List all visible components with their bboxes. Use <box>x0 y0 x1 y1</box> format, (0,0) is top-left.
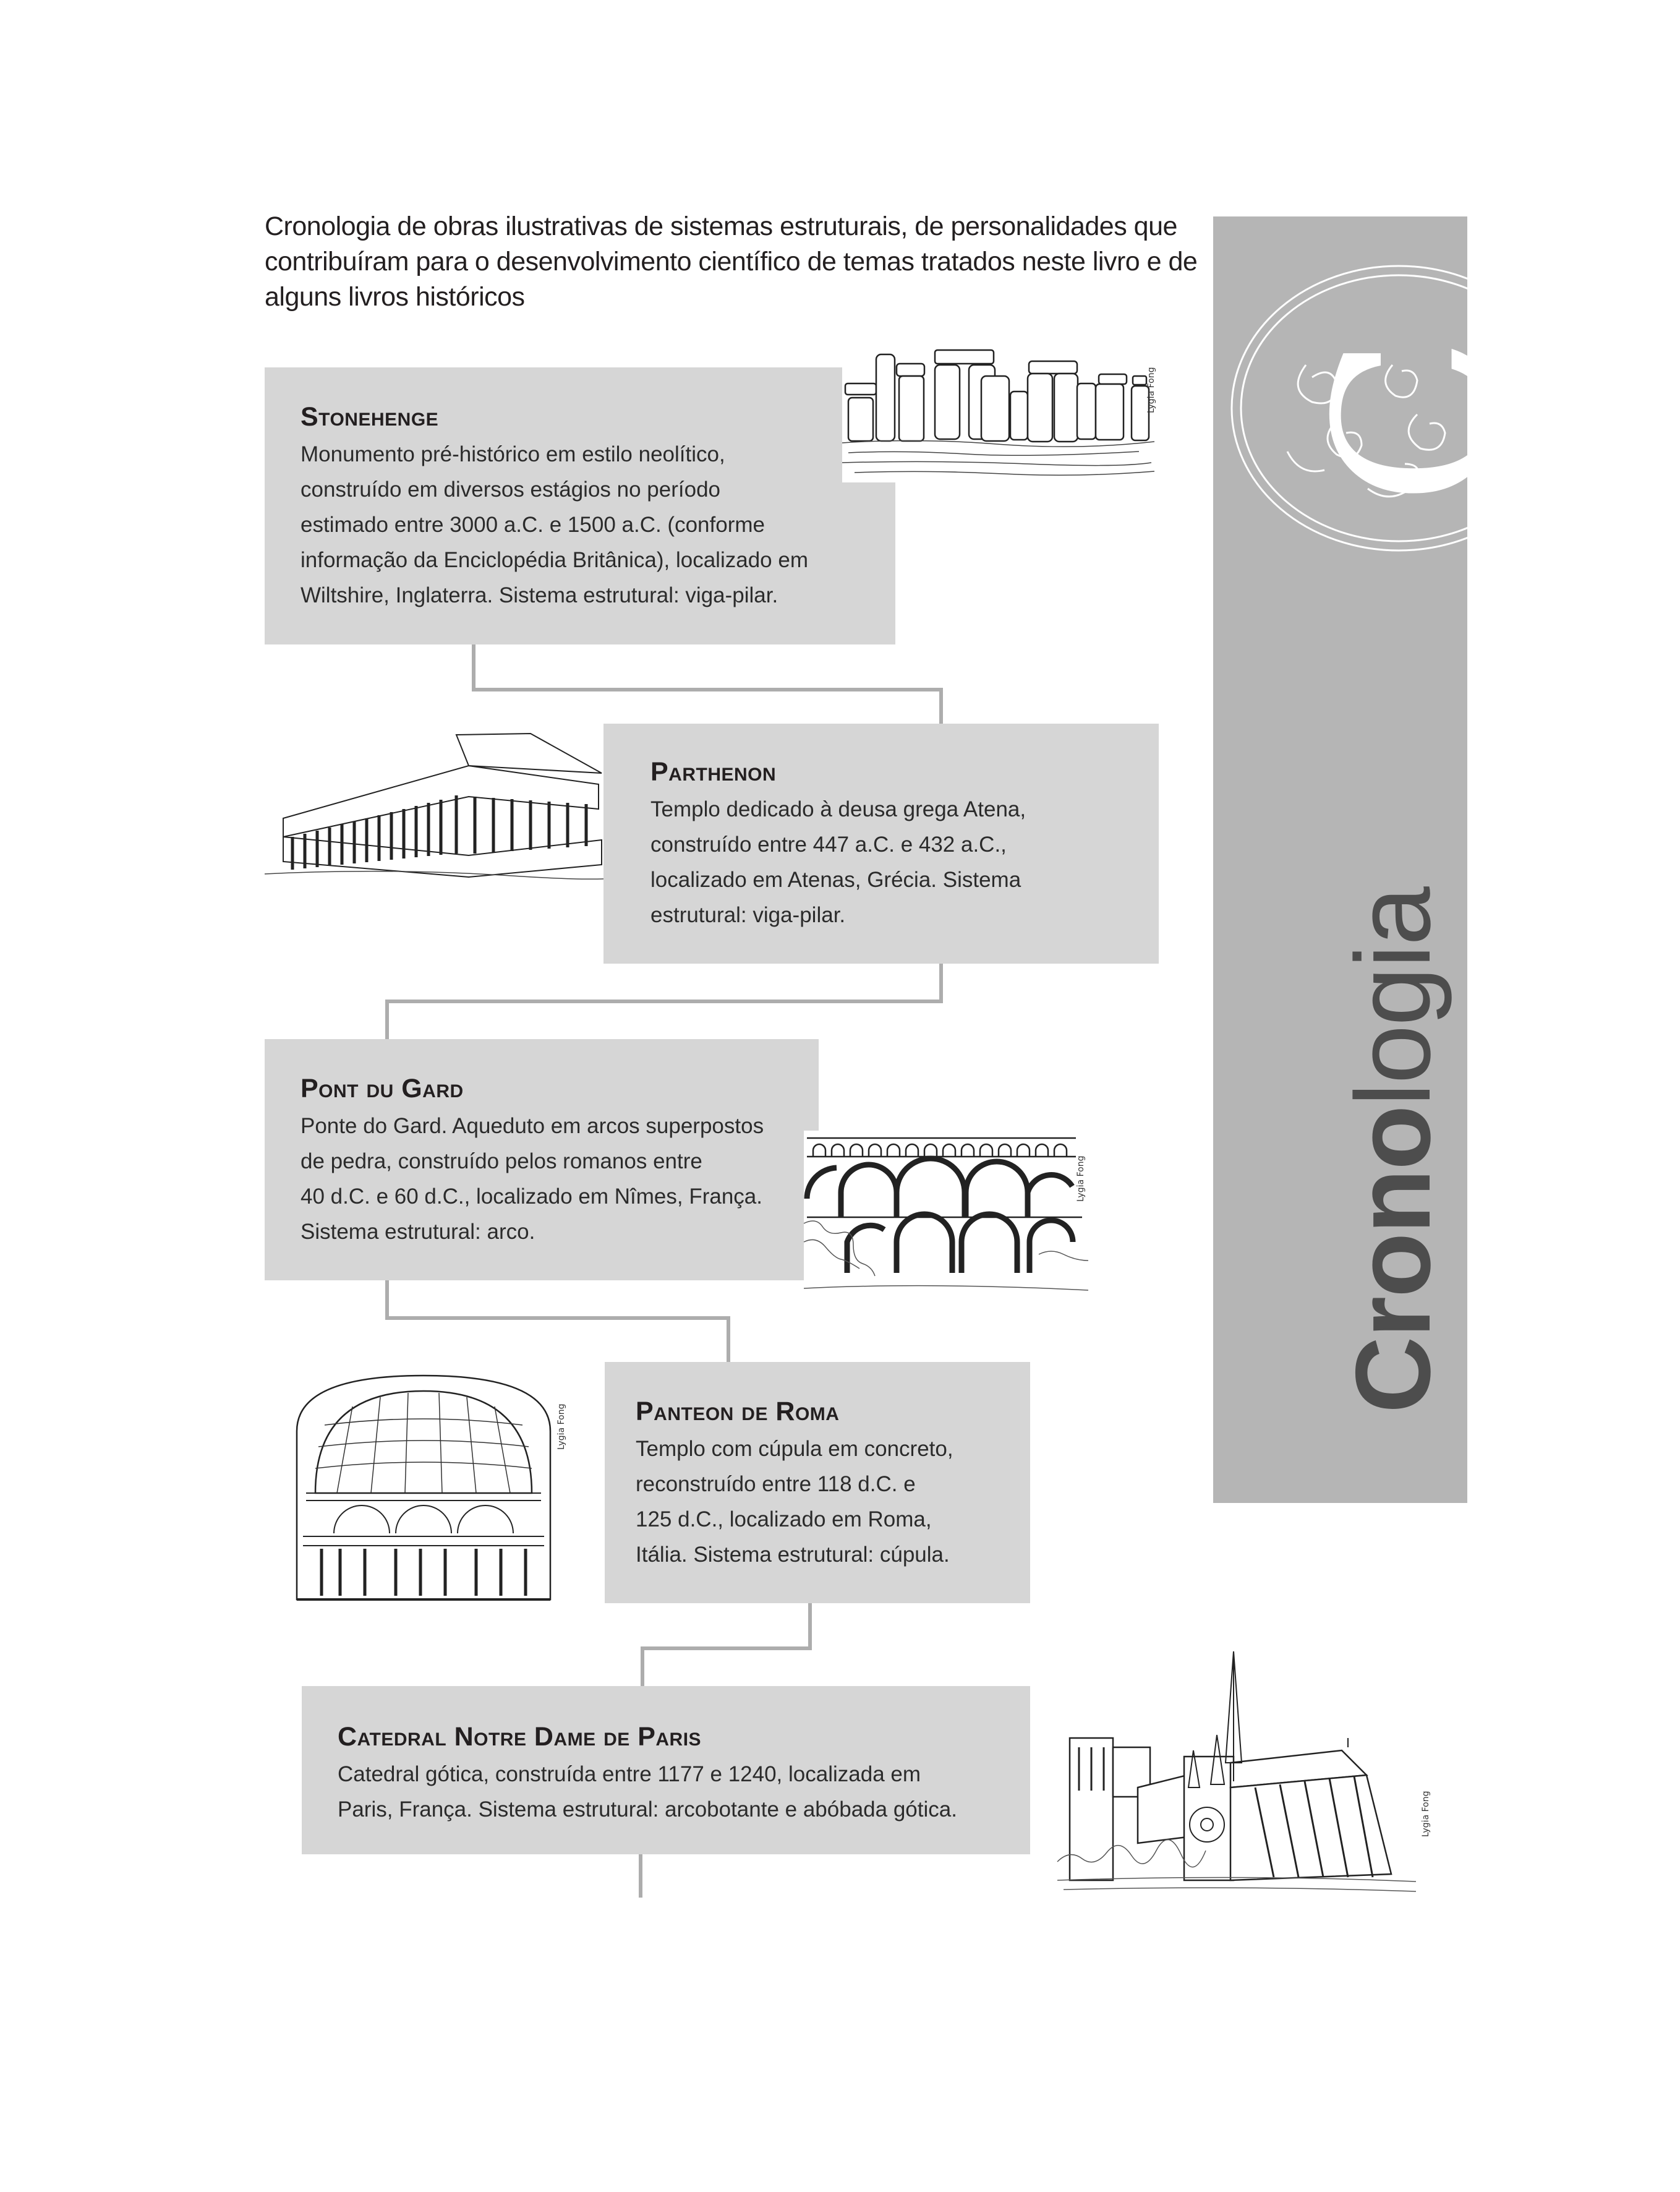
card-description: Monumento pré-histórico em estilo neolítico, construído em diversos estágios no período estimado entre 3000 a.C. e 1500 a.C. (conforme informação da Enciclopédia Britânica), localizado em Wiltshire, Inglaterra. Sistema estrutural: viga-pilar. <box>301 442 808 607</box>
timeline-card-stonehenge <box>265 367 895 644</box>
connector-segment <box>641 1646 644 1687</box>
connector-segment <box>808 1602 812 1650</box>
illustration-signature: Lygia Fong <box>1146 367 1156 413</box>
connector-segment <box>641 1646 812 1650</box>
connector-segment <box>639 1853 642 1898</box>
card-description: Catedral gótica, construída entre 1177 e 1240, localizada em Paris, França. Sistema estrutural: arcobotante e abóbada gótica. <box>338 1762 957 1822</box>
intro-text: Cronologia de obras ilustrativas de sistemas estruturais, de personalidades que contribuíram para o desenvolvimento científico de temas tratados neste livro e de alguns livros históricos <box>265 212 1198 312</box>
pont-du-gard-drawing-icon <box>804 1131 1088 1299</box>
card-description: Templo dedicado à deusa grega Atena, construído entre 447 a.C. e 432 a.C., localizado em Atenas, Grécia. Sistema estrutural: viga-pilar. <box>650 797 1026 927</box>
pont-du-gard-illustration <box>804 1131 1088 1299</box>
illustration-signature: Lygia Fong <box>1076 1155 1086 1202</box>
connector-segment <box>385 1000 943 1003</box>
card-title: Parthenon <box>650 757 777 787</box>
stonehenge-illustration <box>842 339 1154 482</box>
connector-segment <box>472 688 943 691</box>
timeline-card-panteon <box>605 1362 1030 1603</box>
timeline-card-notre-dame <box>302 1686 1030 1854</box>
parthenon-drawing-icon <box>265 722 629 884</box>
connector-segment <box>727 1316 730 1362</box>
notre-dame-illustration <box>1045 1639 1441 1899</box>
chapter-title-part1: Crono <box>1334 1106 1452 1413</box>
connector-segment <box>385 1279 389 1320</box>
connector-segment <box>472 643 475 690</box>
timeline-card-pont-du-gard <box>265 1039 819 1280</box>
parthenon-illustration <box>265 722 629 884</box>
chapter-sidebar <box>1213 216 1547 1503</box>
illustration-signature: Lygia Fong <box>556 1403 566 1450</box>
chapter-emblem-icon <box>1213 216 1547 588</box>
card-title: Catedral Notre Dame de Paris <box>338 1722 702 1752</box>
chapter-title-part2: logia <box>1334 888 1452 1107</box>
chapter-title <box>1334 888 1452 1413</box>
panteon-drawing-icon <box>278 1369 569 1603</box>
connector-segment <box>939 688 943 725</box>
stonehenge-drawing-icon <box>842 339 1154 482</box>
notre-dame-drawing-icon <box>1045 1639 1441 1899</box>
timeline-card-parthenon <box>603 724 1159 964</box>
emblem-letter: C <box>1288 335 1547 506</box>
card-description: Templo com cúpula em concreto, reconstruído entre 118 d.C. e 125 d.C., localizado em Roma, Itália. Sistema estrutural: cúpula. <box>636 1437 953 1567</box>
connector-segment <box>385 1316 730 1320</box>
card-title: Pont du Gard <box>301 1074 464 1103</box>
panteon-illustration <box>278 1369 569 1603</box>
illustration-signature: Lygia Fong <box>1421 1791 1431 1837</box>
card-description: Ponte do Gard. Aqueduto em arcos superpostos de pedra, construído pelos romanos entre 40 d.C. e 60 d.C., localizado em Nîmes, França. Sistema estrutural: arco. <box>301 1114 764 1244</box>
card-title: Stonehenge <box>301 402 439 432</box>
card-title: Panteon de Roma <box>636 1397 840 1426</box>
connector-segment <box>385 1000 389 1039</box>
connector-segment <box>939 962 943 1003</box>
